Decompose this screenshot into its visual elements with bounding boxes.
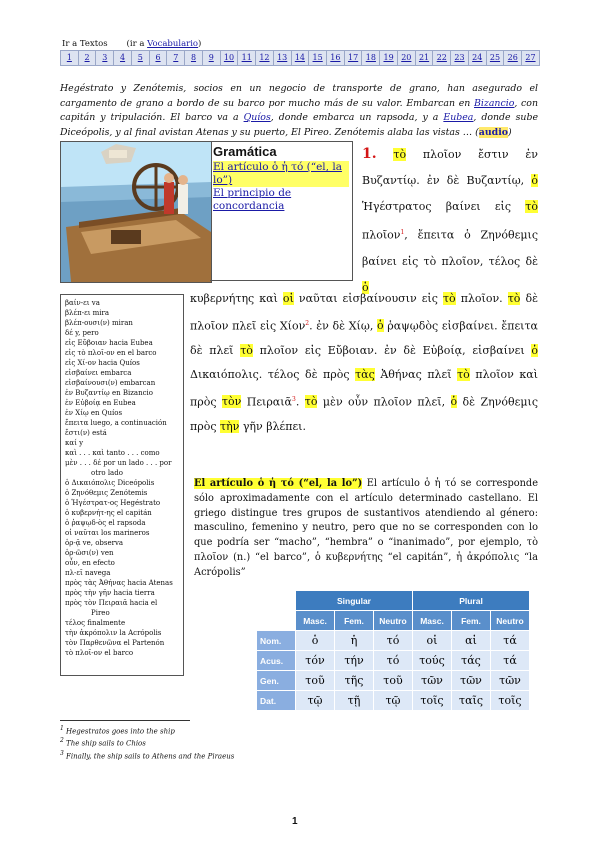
greek-text: ναῦται εἰσβαίνουσιν εἰς	[293, 292, 443, 305]
footnote	[60, 736, 234, 748]
vocab-entry: otro lado	[91, 469, 123, 477]
greek-text: γῆν βλέπει.	[239, 419, 306, 433]
table-cell: τῇ	[335, 691, 374, 711]
top-nav	[62, 39, 201, 49]
vocab-entry: οὖν, en efecto	[65, 559, 115, 567]
article-heading: El artículo ὁ ἡ τό (“el, la lo”)	[194, 478, 363, 489]
table-cell: τά	[491, 631, 530, 651]
article-declension-table	[256, 590, 530, 711]
chapter-link[interactable]: 10	[221, 51, 239, 65]
footnote	[60, 724, 234, 736]
vocab-entry: ὁ Ἡγέστρατ-ος Hegéstrato	[65, 499, 161, 507]
greek-word: τὸ	[240, 343, 253, 357]
vocab-entry: δέ y, pero	[65, 329, 99, 337]
table-cell: τοῖς	[491, 691, 530, 711]
article-explanation	[194, 477, 538, 581]
eubea-link[interactable]: Eubea	[443, 112, 474, 123]
chapter-link[interactable]: 18	[362, 51, 380, 65]
intro-text: , con capitán y tripulación. El barco va a	[60, 97, 538, 123]
table-cell: τό	[374, 631, 413, 651]
table-cell: ἡ	[335, 631, 374, 651]
table-row	[257, 671, 530, 691]
greek-text: κυβερνήτης καὶ	[190, 292, 283, 305]
vocab-entry: εἰς Εὔβοιαν hacia Eubea	[65, 339, 153, 347]
intro-text: )	[508, 126, 512, 138]
table-cell: ὁ	[296, 631, 335, 651]
vocab-entry: πρὸς τὴν γῆν hacia tierra	[65, 589, 155, 597]
vocab-entry: ἔπειτα luego, a continuación	[65, 419, 167, 427]
table-corner	[257, 611, 296, 631]
table-cell: ταῖς	[452, 691, 491, 711]
footnote-text: Finally, the ship sails to Athens and the Piraeus	[63, 751, 235, 760]
table-row	[257, 691, 530, 711]
intro-text: , donde sube Diceópolis, y al final avistan Atenas y su puerto, El Pireo. Zenótemis alaba las vistas … (	[60, 112, 538, 138]
greek-word: ὁ	[450, 395, 458, 409]
table-cell: τοῦ	[296, 671, 335, 691]
table-cell: τῷ	[374, 691, 413, 711]
plural-header: Plural	[413, 591, 530, 611]
greek-text: πλοῖον.	[455, 292, 508, 305]
vocab-entry: εἰσβαίνουσι(ν) embarcan	[65, 379, 156, 387]
greek-text: πλοῖον ἔστιν ἐν Βυζαντίῳ. ἐν δὲ Βυζαντίῳ,	[362, 148, 538, 187]
footnote-text: The ship sails to Chios	[63, 739, 146, 748]
greek-word: τὸ	[393, 148, 407, 161]
chapter-link[interactable]: 6	[150, 51, 168, 65]
greek-word: τὸ	[442, 292, 456, 305]
chapter-link[interactable]: 15	[309, 51, 327, 65]
footnote-ref[interactable]: 3	[291, 395, 296, 403]
chapter-link[interactable]: 25	[487, 51, 505, 65]
greek-text: Ἡγέστρατος βαίνει εἰς	[362, 200, 526, 213]
vocab-entry: τὸ πλοῖ-ον el barco	[65, 649, 134, 657]
greek-text: πλοῖον	[362, 228, 401, 242]
greek-text: Ἀθήνας πλεῖ	[374, 368, 458, 382]
singular-header: Singular	[296, 591, 413, 611]
table-cell: τά	[491, 651, 530, 671]
greek-text: δὲ πλοῖον πλεῖ εἰς Χίον	[190, 292, 538, 333]
greek-word: τὸν	[221, 395, 242, 409]
table-row	[257, 631, 530, 651]
vocab-entry: μὲν . . . δέ por un lado . . . por	[65, 459, 172, 467]
greek-word: τὸ	[525, 200, 538, 213]
vocab-entry: βλέπ-ουσι(ν) miran	[65, 319, 133, 327]
greek-word: ὁ	[362, 280, 369, 294]
table-cell: τάς	[452, 651, 491, 671]
greek-word: οἱ	[282, 292, 294, 305]
table-cell: τῶν	[491, 671, 530, 691]
table-cell: τούς	[413, 651, 452, 671]
footnote-number: 2	[60, 737, 64, 745]
chapter-link[interactable]: 5	[132, 51, 150, 65]
vocab-entry: ἐν Βυζαντίῳ en Bizancio	[65, 389, 153, 397]
article-grammar-link[interactable]: El artículo ὁ ἡ τό (“el, la lo”)	[213, 161, 349, 187]
table-cell: τόν	[296, 651, 335, 671]
table-cell: τό	[374, 651, 413, 671]
greek-text: μὲν οὖν πλοῖον πλεῖ,	[317, 395, 451, 409]
table-cell: οἱ	[413, 631, 452, 651]
vocab-entry: τέλος finalmente	[65, 619, 126, 627]
vocab-entry: ὁρ-ῶσι(ν) ven	[65, 549, 114, 557]
footnote-ref[interactable]: 2	[305, 319, 310, 327]
intro-text: Hegéstrato y Zenótemis, socios en un negocio de transporte de grano, han asegurado el cargamento de grano a bordo de su barco por mucho más de su valor. Embarcan en	[60, 83, 538, 109]
chapter-link[interactable]: 9	[203, 51, 221, 65]
greek-text: ῥαψῳδὸς εἰσβαίνει. ἔπειτα δὲ πλεῖ	[190, 319, 538, 357]
footnote-divider	[60, 720, 190, 721]
chapter-link[interactable]: 8	[185, 51, 203, 65]
column-header: Masc.	[413, 611, 452, 631]
chapter-link[interactable]: 3	[96, 51, 114, 65]
greek-text-bottom	[190, 287, 538, 439]
vocab-entry: καὶ . . . καὶ tanto . . . como	[65, 449, 160, 457]
chapter-link[interactable]: 1	[61, 51, 79, 65]
chapter-link[interactable]: 20	[398, 51, 416, 65]
nav-textos: Ir a Textos	[62, 39, 108, 49]
vocab-entry: βλέπ-ει mira	[65, 309, 110, 317]
table-row	[257, 651, 530, 671]
row-header: Gen.	[257, 671, 296, 691]
table-cell: τῶν	[452, 671, 491, 691]
greek-word: ὁ	[531, 174, 538, 187]
table-corner	[257, 591, 296, 611]
article-body: El artículo ὁ ἡ τό se corresponde sólo aproximadamente con el artículo determinado castellano. El griego distingue tres grupos de sustantivos atendiendo al género: masculino, femenino y neutro, pero que no se corresponden con lo que podría ser “macho”, “hembra” o “inanimado”, por ejemplo, τὸ πλοῖον (n.) “el barco”, ὁ κυβερνήτης “el capitán”, ἡ ἀκρόπολις “la Acrópolis”	[194, 478, 539, 578]
greek-text: . ἐν δὲ Χίῳ,	[309, 319, 377, 333]
vocab-entry: πλ-εῖ navega	[65, 569, 111, 577]
greek-text: πλοῖον καὶ πρὸς	[190, 368, 538, 409]
greek-word: τὸ	[507, 292, 521, 305]
greek-word: τὰς	[355, 368, 375, 382]
vocab-entry: εἰσβαίνει embarca	[65, 369, 132, 377]
chapter-number-bar	[60, 50, 540, 66]
page-number: 1	[292, 816, 298, 827]
grammar-title: Gramática	[213, 144, 277, 159]
chapter-link[interactable]: 11	[238, 51, 256, 65]
vocab-entry: καί y	[65, 439, 84, 447]
chapter-link[interactable]: 19	[380, 51, 398, 65]
greek-text: πλοῖον εἰς Εὔβοιαν. ἐν δὲ Εὐβοίᾳ, εἰσβαίνει	[252, 343, 532, 357]
ship-illustration	[60, 141, 212, 283]
grammar-box	[210, 141, 353, 281]
vocab-entry: βαίν-ει va	[65, 299, 100, 307]
chapter-link[interactable]: 23	[451, 51, 469, 65]
vocab-entry: ὁρ-ᾷ ve, observa	[65, 539, 124, 547]
chapter-link[interactable]: 26	[504, 51, 522, 65]
vocab-entry: ὁ Δικαιόπολις Diceópolis	[65, 479, 155, 487]
greek-word: τὸ	[304, 395, 318, 409]
table-cell: τῆς	[335, 671, 374, 691]
vocab-entry: εἰς Χί-ον hacia Quíos	[65, 359, 140, 367]
intro-paragraph	[60, 82, 538, 140]
chapter-link[interactable]: 16	[327, 51, 345, 65]
footnote-ref[interactable]: 1	[400, 229, 405, 236]
chapter-link[interactable]: 14	[292, 51, 310, 65]
vocab-entry: οἱ ναῦται los marineros	[65, 529, 150, 537]
paragraph-number: 1.	[362, 146, 377, 162]
vocab-entry: Pireo	[91, 609, 110, 617]
nav-open: (ir a	[126, 39, 148, 49]
bizancio-link[interactable]: Bizancio	[474, 97, 515, 109]
table-cell: αἱ	[452, 631, 491, 651]
column-header: Masc.	[296, 611, 335, 631]
table-cell: τῷ	[296, 691, 335, 711]
chapter-link[interactable]: 22	[433, 51, 451, 65]
vocab-entry: ἐν Εὐβοίᾳ en Eubea	[65, 399, 136, 407]
audio-link[interactable]: audio	[478, 126, 509, 138]
table-cell: τοῖς	[413, 691, 452, 711]
vocab-entry: ὁ κυβερνήτ-ης el capitán	[65, 509, 152, 517]
greek-text: , ἔπειτα ὁ Ζηνόθεμις βαίνει εἰς τὸ πλοῖον, τέλος δὲ	[362, 228, 538, 268]
vocab-entry: ἔστι(ν) está	[65, 429, 107, 437]
greek-text: Πειραιᾶ	[241, 395, 292, 409]
greek-text: Δικαιόπολις. τέλος δὲ πρὸς	[190, 368, 356, 382]
row-header: Nom.	[257, 631, 296, 651]
row-header: Acus.	[257, 651, 296, 671]
greek-text-top	[362, 141, 538, 301]
vocab-entry: ὁ Ζηνόθεμις Zenótemis	[65, 489, 148, 497]
quios-link[interactable]: Quíos	[243, 112, 271, 123]
vocab-entry: ὁ ῥαψῳδ-ὸς el rapsoda	[65, 519, 146, 527]
chapter-link[interactable]: 21	[416, 51, 434, 65]
chapter-link[interactable]: 7	[167, 51, 185, 65]
row-header: Dat.	[257, 691, 296, 711]
chapter-link[interactable]: 2	[79, 51, 97, 65]
chapter-link[interactable]: 27	[525, 53, 536, 62]
greek-text: .	[295, 395, 305, 409]
chapter-link[interactable]: 12	[256, 51, 274, 65]
column-header: Fem.	[335, 611, 374, 631]
greek-word: ὁ	[377, 319, 384, 333]
chapter-link[interactable]: 13	[274, 51, 292, 65]
vocab-entry: τὸν Παρθενῶνα el Partenón	[65, 639, 165, 647]
vocabulario-link[interactable]: Vocabulario	[147, 39, 199, 49]
greek-word: ὁ	[531, 343, 538, 357]
vocab-entry: ἐν Χίῳ en Quíos	[65, 409, 123, 417]
column-header: Neutro	[491, 611, 530, 631]
column-header: Neutro	[374, 611, 413, 631]
vocab-entry: τὴν ἀκρόπολιν la Acrópolis	[65, 629, 162, 637]
footnote-text: Hegestratos goes into the ship	[63, 727, 175, 736]
footnote-number: 1	[60, 725, 64, 732]
column-header: Fem.	[452, 611, 491, 631]
greek-text: δὲ Ζηνόθεμις πρὸς	[190, 395, 538, 433]
greek-word: τὸ	[457, 368, 470, 382]
concordance-link[interactable]: El principio de concordancia	[213, 187, 292, 212]
footnote-number: 3	[60, 749, 64, 757]
vocab-entry: εἰς τὸ πλοῖ-ον en el barco	[65, 349, 157, 357]
nav-close: )	[198, 39, 202, 49]
vocabulary-box	[60, 294, 184, 676]
table-cell: τῶν	[413, 671, 452, 691]
vocab-entry: πρὸς τὰς Ἀθήνας hacia Atenas	[65, 579, 173, 587]
greek-word: τὴν	[219, 419, 240, 433]
chapter-link[interactable]: 4	[114, 51, 132, 65]
chapter-link[interactable]: 24	[469, 51, 487, 65]
footnote	[60, 749, 234, 761]
vocab-entry: πρὸς τὸν Πειραιᾶ hacia el	[65, 599, 158, 607]
chapter-link[interactable]: 17	[345, 51, 363, 65]
table-cell: τοῦ	[374, 671, 413, 691]
footnotes	[60, 724, 234, 761]
intro-text: , donde embarca un rapsoda, y a	[270, 112, 444, 123]
table-cell: τήν	[335, 651, 374, 671]
